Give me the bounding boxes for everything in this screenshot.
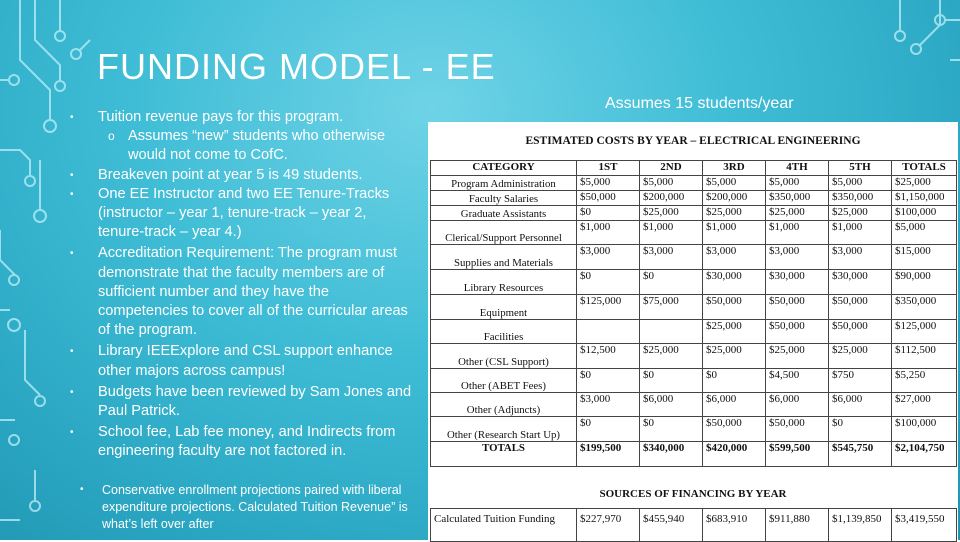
category-cell: Clerical/Support Personnel (431, 221, 577, 245)
table-cell: $6,000 (829, 393, 892, 417)
table-row (431, 206, 957, 221)
table-cell: $50,000 (703, 295, 766, 320)
table-cell: $911,880 (766, 509, 829, 542)
table-cell (640, 320, 703, 344)
bullet-text: School fee, Lab fee money, and Indirects from engineering faculty are not factored in. (98, 424, 396, 460)
table-cell: $1,000 (640, 221, 703, 245)
bullet-text: Tuition revenue pays for this program. (98, 109, 344, 125)
table-cell: $125,000 (892, 320, 957, 344)
table-row (431, 270, 957, 295)
table-cell: $3,000 (577, 245, 640, 270)
table-cell: $545,750 (829, 442, 892, 467)
column-header: 2ND (640, 161, 703, 176)
table-cell: $420,000 (703, 442, 766, 467)
cost-table (430, 160, 957, 467)
bullet-item (70, 185, 415, 243)
table-cell: $1,000 (577, 221, 640, 245)
table-cell: $15,000 (892, 245, 957, 270)
table-cell: $50,000 (829, 295, 892, 320)
table-row (431, 245, 957, 270)
table-cell: $750 (829, 369, 892, 393)
category-cell: Other (ABET Fees) (431, 369, 577, 393)
category-cell: Graduate Assistants (431, 206, 577, 221)
bullet-item (70, 108, 415, 127)
table-cell: $3,419,550 (892, 509, 957, 542)
table-row (431, 176, 957, 191)
bullet-text: One EE Instructor and two EE Tenure-Tracks (instructor – year 1, tenure-track – year 2, tenure-track – year 4.) (98, 185, 406, 241)
column-header: 1ST (577, 161, 640, 176)
table-cell: $0 (640, 417, 703, 442)
table-cell: $50,000 (766, 417, 829, 442)
table-cell: $25,000 (640, 344, 703, 369)
bullet-item (70, 423, 415, 461)
table-cell: $50,000 (829, 320, 892, 344)
table-cell: $25,000 (703, 320, 766, 344)
table-row (431, 191, 957, 206)
bullet-list (70, 108, 415, 462)
table-cell: $3,000 (640, 245, 703, 270)
table-cell: $25,000 (703, 344, 766, 369)
column-header: CATEGORY (431, 161, 577, 176)
table-cell: $1,000 (829, 221, 892, 245)
bullet-dot-icon: • (70, 112, 74, 123)
table-cell: $50,000 (766, 295, 829, 320)
table-cell: $50,000 (703, 417, 766, 442)
sub-bullet-text: Assumes “new” students who otherwise would not come to CofC. (128, 128, 386, 164)
column-header: 3RD (703, 161, 766, 176)
bullet-dot-icon: • (70, 427, 74, 439)
table-cell: $25,000 (766, 344, 829, 369)
table-row (431, 344, 957, 369)
bullet-text: Accreditation Requirement: The program must demonstrate that the faculty members are of sufficient number and they have the competencies to cover all of the curricular areas of the program. (98, 245, 408, 339)
table-cell: $3,000 (829, 245, 892, 270)
table-cell: $1,150,000 (892, 191, 957, 206)
table-cell: $5,000 (703, 176, 766, 191)
table-cell: $0 (577, 270, 640, 295)
category-cell: Equipment (431, 295, 577, 320)
table-row (431, 509, 957, 542)
table-cell: $25,000 (829, 344, 892, 369)
table-cell: $1,000 (703, 221, 766, 245)
table-cell: $5,000 (892, 221, 957, 245)
category-cell: Other (Research Start Up) (431, 417, 577, 442)
table-cell: $5,000 (577, 176, 640, 191)
column-header: TOTALS (892, 161, 957, 176)
bullet-item (70, 166, 415, 185)
table-cell: $1,139,850 (829, 509, 892, 542)
bullet-dot-icon: • (70, 188, 74, 200)
table-cell: $100,000 (892, 417, 957, 442)
table-row (431, 221, 957, 245)
table-cell: $6,000 (640, 393, 703, 417)
table-cell: $112,500 (892, 344, 957, 369)
category-cell: Facilities (431, 320, 577, 344)
table-cell: $5,250 (892, 369, 957, 393)
table-cell: $5,000 (640, 176, 703, 191)
bullet-dot-icon: • (70, 346, 74, 358)
bullet-dot-icon: • (80, 484, 84, 495)
category-cell: Other (Adjuncts) (431, 393, 577, 417)
table-cell: $75,000 (640, 295, 703, 320)
category-cell: Supplies and Materials (431, 245, 577, 270)
table-cell: $6,000 (703, 393, 766, 417)
table-cell: $0 (577, 369, 640, 393)
bullet-item (70, 342, 415, 380)
bullet-item-last (80, 482, 422, 532)
category-cell: Program Administration (431, 176, 577, 191)
table-cell: $350,000 (829, 191, 892, 206)
table-cell: $5,000 (829, 176, 892, 191)
table-cell: $0 (640, 369, 703, 393)
bullet-dot-icon: • (70, 169, 74, 181)
cost-table-image (428, 122, 958, 540)
table-header-row (431, 161, 957, 176)
bullet-item (70, 383, 415, 421)
table-cell: $25,000 (640, 206, 703, 221)
table-cell: $350,000 (766, 191, 829, 206)
category-cell: Library Resources (431, 270, 577, 295)
table-cell (577, 320, 640, 344)
table-cell: $1,000 (766, 221, 829, 245)
category-cell: Faculty Salaries (431, 191, 577, 206)
category-cell: Other (CSL Support) (431, 344, 577, 369)
table-cell: $683,910 (703, 509, 766, 542)
table-cell: $30,000 (829, 270, 892, 295)
table-cell: $90,000 (892, 270, 957, 295)
table-cell: $25,000 (892, 176, 957, 191)
sub-bullet-icon: o (108, 129, 115, 144)
assumption-note: Assumes 15 students/year (605, 95, 794, 112)
table-cell: $0 (829, 417, 892, 442)
table-cell: $100,000 (892, 206, 957, 221)
table-cell: $3,000 (703, 245, 766, 270)
table-cell: $3,000 (577, 393, 640, 417)
table-cell: $599,500 (766, 442, 829, 467)
bullet-text: Breakeven point at year 5 is 49 students. (98, 166, 363, 183)
table-cell: $30,000 (766, 270, 829, 295)
table-cell: Calculated Tuition Funding (431, 509, 577, 542)
totals-row (431, 442, 957, 467)
slide-title: FUNDING MODEL - EE (97, 46, 496, 87)
table-cell: $0 (703, 369, 766, 393)
table-cell: $2,104,750 (892, 442, 957, 467)
table-cell: $200,000 (640, 191, 703, 206)
table-cell: $30,000 (703, 270, 766, 295)
table-cell: $50,000 (577, 191, 640, 206)
table-cell: $50,000 (766, 320, 829, 344)
bullet-text: Library IEEExplore and CSL support enhance other majors across campus! (98, 343, 393, 379)
table-cell: $25,000 (829, 206, 892, 221)
table-cell: $350,000 (892, 295, 957, 320)
table-row (431, 393, 957, 417)
table-cell: $12,500 (577, 344, 640, 369)
table-cell: $6,000 (766, 393, 829, 417)
table-cell: $3,000 (766, 245, 829, 270)
column-header: 4TH (766, 161, 829, 176)
table-row (431, 369, 957, 393)
table-cell: $125,000 (577, 295, 640, 320)
table-cell: $200,000 (703, 191, 766, 206)
table-cell: $199,500 (577, 442, 640, 467)
bullet-text: Conservative enrollment projections paired with liberal expenditure projections. Calculated Tuition Revenue” is what’s left over after (102, 483, 408, 531)
column-header: 5TH (829, 161, 892, 176)
table-row (431, 320, 957, 344)
cost-table-title: ESTIMATED COSTS BY YEAR – ELECTRICAL ENGINEERING (525, 135, 861, 147)
table-cell: $0 (640, 270, 703, 295)
bullet-dot-icon: • (70, 248, 74, 260)
bullet-item (70, 244, 415, 340)
table-row (431, 417, 957, 442)
bullet-dot-icon: • (70, 386, 74, 398)
table-cell: $455,940 (640, 509, 703, 542)
bullet-text: Budgets have been reviewed by Sam Jones and Paul Patrick. (98, 383, 412, 420)
sub-bullet-item (70, 127, 415, 165)
table-cell: $227,970 (577, 509, 640, 542)
table-cell: $340,000 (640, 442, 703, 467)
table-cell: $0 (577, 206, 640, 221)
table-cell: $0 (577, 417, 640, 442)
table-cell: $25,000 (766, 206, 829, 221)
table-cell: $4,500 (766, 369, 829, 393)
table-cell: $27,000 (892, 393, 957, 417)
financing-title: SOURCES OF FINANCING BY YEAR (599, 488, 787, 500)
table-row (431, 295, 957, 320)
table-cell: $5,000 (766, 176, 829, 191)
financing-table (430, 508, 957, 542)
table-cell: TOTALS (431, 442, 577, 467)
table-cell: $25,000 (703, 206, 766, 221)
